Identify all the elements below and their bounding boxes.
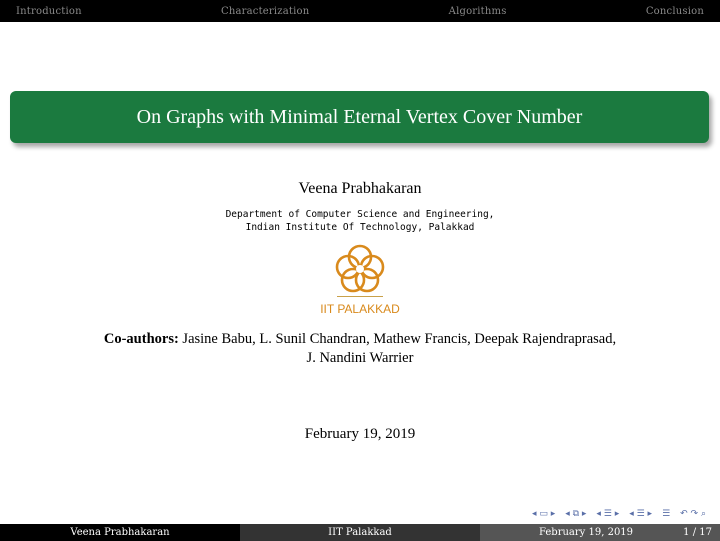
section-navigation — [0, 0, 720, 22]
subsection-list-icon[interactable]: ◂ ☰ ▸ — [629, 509, 653, 519]
affiliation-line-1: Department of Computer Science and Engineering, — [225, 209, 495, 220]
subsection-nav-icon[interactable]: ◂ ⧉ ▸ — [565, 509, 587, 519]
affiliation — [0, 208, 720, 234]
beamer-navigation-symbols — [532, 509, 706, 519]
footer-page-number: 1 / 17 — [683, 527, 712, 538]
logo-divider — [337, 296, 383, 297]
coauthors-label: Co-authors: — [103, 331, 179, 347]
affiliation-line-2: Indian Institute Of Technology, Palakkad — [245, 222, 475, 233]
footer-author: Veena Prabhakaran — [0, 524, 240, 541]
coauthors-names-1: Jasine Babu, L. Sunil Chandran, Mathew Francis, Deepak Rajendraprasad, — [182, 331, 617, 347]
slide-title: On Graphs with Minimal Eternal Vertex Cover Number — [136, 105, 583, 128]
presentation-date: February 19, 2019 — [304, 426, 416, 442]
nav-conclusion[interactable]: Conclusion — [645, 5, 704, 17]
title-box — [10, 91, 709, 143]
footer-right — [480, 524, 720, 541]
footer-date: February 19, 2019 — [539, 527, 634, 538]
iit-palakkad-emblem-icon — [330, 240, 390, 300]
section-nav-icon[interactable]: ◂ ☰ ▸ — [596, 509, 620, 519]
footer-bar — [0, 524, 720, 541]
nav-introduction[interactable]: Introduction — [16, 5, 82, 17]
nav-algorithms[interactable]: Algorithms — [448, 5, 507, 17]
logo-text: IIT PALAKKAD — [320, 302, 400, 316]
author-name: Veena Prabhakaran — [298, 180, 422, 197]
document-nav-icon[interactable]: ☰ — [662, 509, 671, 519]
footer-institute: IIT Palakkad — [240, 524, 480, 541]
search-icon[interactable]: ↶ ↷ ⌕ — [680, 509, 706, 519]
coauthors — [0, 330, 720, 368]
nav-characterization[interactable]: Characterization — [220, 5, 310, 17]
coauthors-names-2: J. Nandini Warrier — [306, 350, 414, 366]
coauthors-line-1 — [0, 330, 720, 349]
frame-prev-icon[interactable]: ◂ ▭ ▸ — [531, 509, 556, 519]
